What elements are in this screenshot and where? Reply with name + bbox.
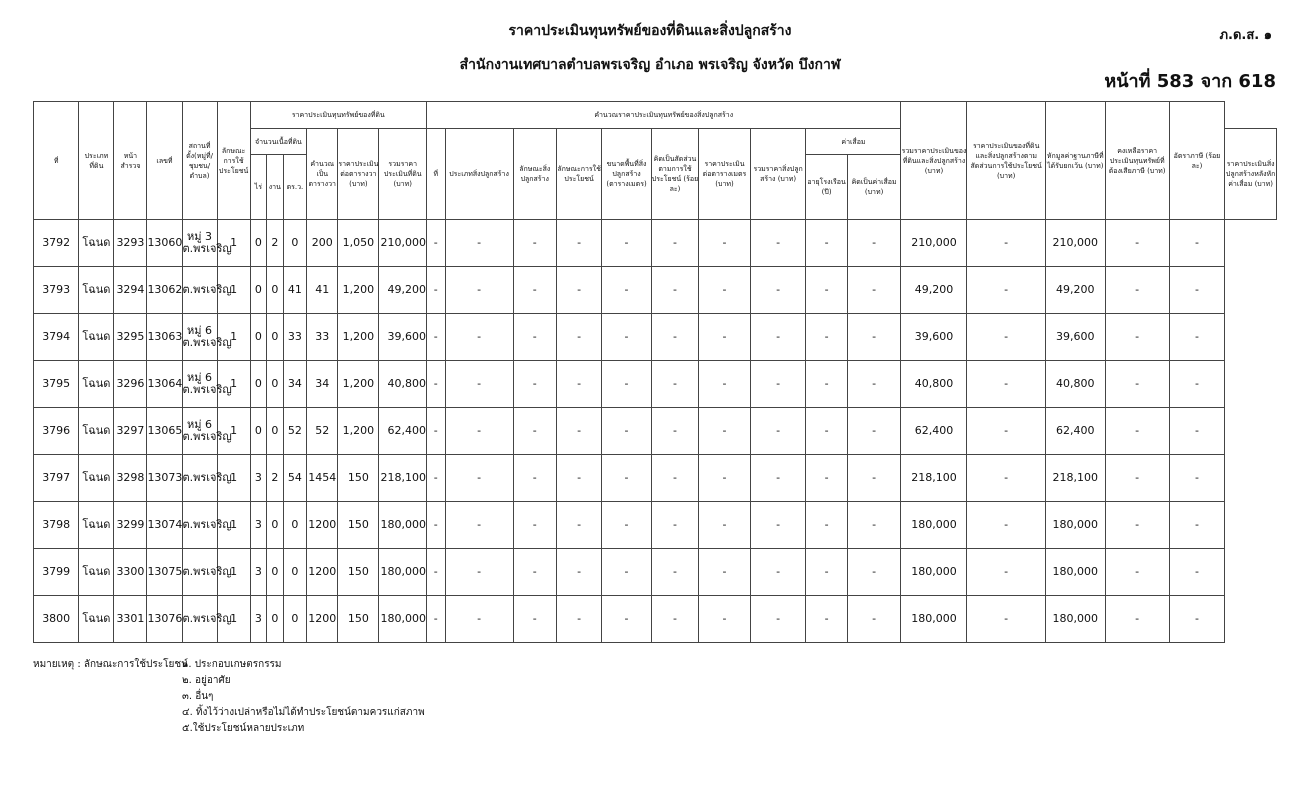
- note-item: ๕.ใช้ประโยชน์หลายประเภท: [182, 723, 305, 734]
- cell-location: ต.พรเจริญ: [182, 455, 217, 502]
- cell-land-total: 49,200: [379, 267, 427, 314]
- cell-building-empty: -: [445, 267, 513, 314]
- col-b-after-dep: ราคาประเมินสิ่งปลูกสร้างหลังหักค่าเสื่อม (บาท): [1225, 129, 1277, 220]
- cell-total-value: 40,800: [901, 361, 967, 408]
- cell-price-per-wah: 1,050: [338, 220, 379, 267]
- cell-remaining: -: [1105, 267, 1169, 314]
- cell-building-empty: -: [651, 220, 698, 267]
- cell-building-empty: -: [556, 408, 601, 455]
- cell-building-empty: -: [847, 502, 901, 549]
- cell-building-empty: -: [806, 361, 847, 408]
- cell-no: 3796: [34, 408, 79, 455]
- cell-wah: 0: [283, 549, 307, 596]
- col-no: ที่: [34, 102, 79, 220]
- cell-area-sqwah: 1454: [307, 455, 338, 502]
- cell-building-empty: -: [426, 314, 445, 361]
- cell-building-empty: -: [750, 408, 806, 455]
- cell-land-type: โฉนด: [79, 455, 114, 502]
- cell-price-per-wah: 150: [338, 549, 379, 596]
- cell-price-per-wah: 1,200: [338, 267, 379, 314]
- table-row: [34, 267, 1277, 314]
- cell-location: ต.พรเจริญ: [182, 502, 217, 549]
- cell-building-empty: -: [651, 267, 698, 314]
- cell-building-empty: -: [750, 314, 806, 361]
- cell-ngan: 0: [267, 549, 284, 596]
- cell-land-type: โฉนด: [79, 408, 114, 455]
- cell-wah: 41: [283, 267, 307, 314]
- cell-land-total: 62,400: [379, 408, 427, 455]
- cell-building-empty: -: [602, 502, 652, 549]
- cell-building-empty: -: [847, 220, 901, 267]
- cell-rai: 3: [250, 596, 267, 643]
- cell-total-value: 210,000: [901, 220, 967, 267]
- cell-building-empty: -: [426, 361, 445, 408]
- col-price-per-wah: ราคาประเมินต่อตารางวา (บาท): [338, 129, 379, 220]
- cell-survey-page: 3301: [114, 596, 147, 643]
- cell-ngan: 0: [267, 596, 284, 643]
- col-b-type: ประเภทสิ่งปลูกสร้าง: [445, 129, 513, 220]
- cell-ngan: 2: [267, 220, 284, 267]
- cell-land-total: 39,600: [379, 314, 427, 361]
- cell-price-per-wah: 150: [338, 455, 379, 502]
- cell-total-value: 180,000: [901, 502, 967, 549]
- cell-exemption: 180,000: [1045, 502, 1105, 549]
- cell-wah: 0: [283, 596, 307, 643]
- cell-building-empty: -: [699, 361, 751, 408]
- page-number: หน้าที่ 583 จาก 618: [1104, 71, 1276, 92]
- cell-exemption: 180,000: [1045, 596, 1105, 643]
- cell-no: 3794: [34, 314, 79, 361]
- cell-building-empty: -: [651, 502, 698, 549]
- table-row: [34, 314, 1277, 361]
- cell-ngan: 0: [267, 408, 284, 455]
- cell-tax-rate: -: [1169, 455, 1225, 502]
- cell-tax-rate: -: [1169, 502, 1225, 549]
- cell-wah: 52: [283, 408, 307, 455]
- cell-area-sqwah: 1200: [307, 549, 338, 596]
- cell-price-per-wah: 1,200: [338, 314, 379, 361]
- cell-price-per-wah: 1,200: [338, 361, 379, 408]
- col-ratio-value: ราคาประเมินของที่ดินและสิ่งปลูกสร้างตามสัดส่วนการใช้ประโยชน์ (บาท): [967, 102, 1045, 220]
- cell-remaining: -: [1105, 549, 1169, 596]
- col-tax-rate: อัตราภาษี (ร้อยละ): [1169, 102, 1225, 220]
- cell-rai: 3: [250, 455, 267, 502]
- cell-building-empty: -: [426, 220, 445, 267]
- cell-deed-no: 13062: [147, 267, 182, 314]
- cell-building-empty: -: [556, 361, 601, 408]
- table-row: [34, 408, 1277, 455]
- note-item: ๑. ประกอบเกษตรกรรม: [182, 659, 282, 670]
- cell-building-empty: -: [699, 455, 751, 502]
- cell-land-type: โฉนด: [79, 361, 114, 408]
- table-row: [34, 502, 1277, 549]
- cell-remaining: -: [1105, 596, 1169, 643]
- cell-building-empty: -: [750, 455, 806, 502]
- cell-building-empty: -: [445, 549, 513, 596]
- cell-building-empty: -: [426, 455, 445, 502]
- col-deed-no: เลขที่: [147, 102, 182, 220]
- col-remaining: คงเหลือราคาประเมินทุนทรัพย์ที่ต้องเสียภาษี (บาท): [1105, 102, 1169, 220]
- cell-building-empty: -: [651, 408, 698, 455]
- col-group-land: ราคาประเมินทุนทรัพย์ของที่ดิน: [250, 102, 426, 129]
- cell-deed-no: 13074: [147, 502, 182, 549]
- cell-land-type: โฉนด: [79, 549, 114, 596]
- cell-no: 3792: [34, 220, 79, 267]
- cell-no: 3797: [34, 455, 79, 502]
- cell-building-empty: -: [847, 549, 901, 596]
- cell-survey-page: 3293: [114, 220, 147, 267]
- cell-building-empty: -: [426, 267, 445, 314]
- cell-ratio-value: -: [967, 502, 1045, 549]
- cell-survey-page: 3299: [114, 502, 147, 549]
- cell-no: 3799: [34, 549, 79, 596]
- cell-location: หมู่ 6 ต.พรเจริญ: [182, 361, 217, 408]
- cell-survey-page: 3296: [114, 361, 147, 408]
- cell-exemption: 49,200: [1045, 267, 1105, 314]
- cell-tax-rate: -: [1169, 408, 1225, 455]
- cell-usage: 1: [217, 408, 250, 455]
- cell-building-empty: -: [426, 408, 445, 455]
- cell-building-empty: -: [513, 361, 556, 408]
- table-row: [34, 455, 1277, 502]
- col-group-area: จำนวนเนื้อที่ดิน: [250, 129, 307, 155]
- cell-wah: 0: [283, 502, 307, 549]
- cell-exemption: 210,000: [1045, 220, 1105, 267]
- note-label: หมายเหตุ : ลักษณะการใช้ประโยชน์: [33, 659, 188, 670]
- cell-building-empty: -: [806, 267, 847, 314]
- cell-land-type: โฉนด: [79, 314, 114, 361]
- col-group-depreciation: ค่าเสื่อม: [806, 129, 901, 155]
- cell-deed-no: 13073: [147, 455, 182, 502]
- cell-tax-rate: -: [1169, 267, 1225, 314]
- cell-building-empty: -: [602, 408, 652, 455]
- cell-building-empty: -: [426, 549, 445, 596]
- cell-building-empty: -: [602, 361, 652, 408]
- cell-survey-page: 3297: [114, 408, 147, 455]
- col-b-size: ขนาดพื้นที่สิ่งปลูกสร้าง (ตารางเมตร): [602, 129, 652, 220]
- cell-building-empty: -: [847, 455, 901, 502]
- col-exemption: หักมูลค่าฐานภาษีที่ได้รับยกเว้น (บาท): [1045, 102, 1105, 220]
- cell-land-type: โฉนด: [79, 502, 114, 549]
- cell-building-empty: -: [806, 549, 847, 596]
- cell-building-empty: -: [699, 267, 751, 314]
- cell-area-sqwah: 1200: [307, 502, 338, 549]
- cell-exemption: 39,600: [1045, 314, 1105, 361]
- cell-ratio-value: -: [967, 455, 1045, 502]
- cell-rai: 0: [250, 408, 267, 455]
- cell-area-sqwah: 1200: [307, 596, 338, 643]
- cell-building-empty: -: [651, 314, 698, 361]
- cell-building-empty: -: [556, 549, 601, 596]
- cell-building-empty: -: [806, 314, 847, 361]
- col-survey-page: หน้าสำรวจ: [114, 102, 147, 220]
- cell-building-empty: -: [750, 596, 806, 643]
- cell-ngan: 2: [267, 455, 284, 502]
- note-item: ๒. อยู่อาศัย: [182, 675, 231, 686]
- cell-area-sqwah: 33: [307, 314, 338, 361]
- cell-rai: 0: [250, 267, 267, 314]
- cell-building-empty: -: [806, 220, 847, 267]
- cell-building-empty: -: [513, 502, 556, 549]
- cell-price-per-wah: 150: [338, 502, 379, 549]
- col-b-ratio: คิดเป็นสัดส่วนตามการใช้ประโยชน์ (ร้อยละ): [651, 129, 698, 220]
- cell-building-empty: -: [556, 220, 601, 267]
- cell-tax-rate: -: [1169, 220, 1225, 267]
- cell-price-per-wah: 150: [338, 596, 379, 643]
- cell-land-total: 40,800: [379, 361, 427, 408]
- cell-building-empty: -: [445, 314, 513, 361]
- cell-rai: 0: [250, 220, 267, 267]
- cell-exemption: 40,800: [1045, 361, 1105, 408]
- cell-building-empty: -: [556, 314, 601, 361]
- col-group-building: คำนวณราคาประเมินทุนทรัพย์ของสิ่งปลูกสร้าง: [426, 102, 901, 129]
- col-dep-amount: คิดเป็นค่าเสื่อม (บาท): [847, 155, 901, 220]
- cell-building-empty: -: [847, 596, 901, 643]
- cell-usage: 1: [217, 502, 250, 549]
- cell-survey-page: 3300: [114, 549, 147, 596]
- cell-remaining: -: [1105, 361, 1169, 408]
- cell-building-empty: -: [806, 408, 847, 455]
- cell-building-empty: -: [847, 361, 901, 408]
- cell-building-empty: -: [556, 502, 601, 549]
- cell-building-empty: -: [445, 502, 513, 549]
- cell-land-total: 180,000: [379, 549, 427, 596]
- page-subtitle: สำนักงานเทศบาลตำบลพรเจริญ อำเภอ พรเจริญ จังหวัด บึงกาฬ: [459, 57, 841, 73]
- cell-building-empty: -: [847, 408, 901, 455]
- table-row: [34, 361, 1277, 408]
- cell-ratio-value: -: [967, 314, 1045, 361]
- cell-area-sqwah: 34: [307, 361, 338, 408]
- cell-wah: 0: [283, 220, 307, 267]
- cell-usage: 1: [217, 361, 250, 408]
- cell-building-empty: -: [699, 549, 751, 596]
- cell-building-empty: -: [806, 596, 847, 643]
- cell-deed-no: 13060: [147, 220, 182, 267]
- cell-building-empty: -: [750, 502, 806, 549]
- cell-building-empty: -: [513, 596, 556, 643]
- cell-no: 3795: [34, 361, 79, 408]
- cell-building-empty: -: [602, 549, 652, 596]
- cell-price-per-wah: 1,200: [338, 408, 379, 455]
- cell-building-empty: -: [445, 408, 513, 455]
- cell-ngan: 0: [267, 314, 284, 361]
- col-location: สถานที่ตั้ง(หมู่ที่/ชุมชน/ตำบล): [182, 102, 217, 220]
- cell-usage: 1: [217, 455, 250, 502]
- cell-ratio-value: -: [967, 549, 1045, 596]
- col-wah: ตร.ว.: [283, 155, 307, 220]
- cell-rai: 3: [250, 549, 267, 596]
- cell-survey-page: 3294: [114, 267, 147, 314]
- cell-building-empty: -: [426, 502, 445, 549]
- cell-remaining: -: [1105, 455, 1169, 502]
- cell-land-total: 210,000: [379, 220, 427, 267]
- cell-building-empty: -: [602, 267, 652, 314]
- cell-remaining: -: [1105, 502, 1169, 549]
- cell-deed-no: 13075: [147, 549, 182, 596]
- cell-usage: 1: [217, 549, 250, 596]
- cell-deed-no: 13076: [147, 596, 182, 643]
- cell-ratio-value: -: [967, 361, 1045, 408]
- cell-building-empty: -: [602, 220, 652, 267]
- cell-building-empty: -: [426, 596, 445, 643]
- cell-land-type: โฉนด: [79, 220, 114, 267]
- cell-building-empty: -: [699, 408, 751, 455]
- cell-wah: 54: [283, 455, 307, 502]
- cell-land-type: โฉนด: [79, 596, 114, 643]
- cell-building-empty: -: [750, 220, 806, 267]
- cell-usage: 1: [217, 220, 250, 267]
- cell-rai: 0: [250, 361, 267, 408]
- cell-building-empty: -: [651, 361, 698, 408]
- note-item: ๓. อื่นๆ: [182, 691, 214, 702]
- cell-total-value: 180,000: [901, 596, 967, 643]
- cell-tax-rate: -: [1169, 314, 1225, 361]
- cell-building-empty: -: [513, 549, 556, 596]
- cell-building-empty: -: [847, 314, 901, 361]
- cell-building-empty: -: [847, 267, 901, 314]
- table-row: [34, 596, 1277, 643]
- cell-remaining: -: [1105, 408, 1169, 455]
- cell-building-empty: -: [806, 455, 847, 502]
- cell-building-empty: -: [445, 220, 513, 267]
- cell-location: ต.พรเจริญ: [182, 596, 217, 643]
- cell-exemption: 62,400: [1045, 408, 1105, 455]
- cell-usage: 1: [217, 267, 250, 314]
- cell-building-empty: -: [513, 408, 556, 455]
- cell-ratio-value: -: [967, 220, 1045, 267]
- cell-building-empty: -: [513, 455, 556, 502]
- cell-building-empty: -: [445, 596, 513, 643]
- cell-total-value: 39,600: [901, 314, 967, 361]
- cell-building-empty: -: [699, 502, 751, 549]
- cell-no: 3793: [34, 267, 79, 314]
- col-b-no: ที่: [426, 129, 445, 220]
- col-b-price: ราคาประเมินต่อตารางเมตร (บาท): [699, 129, 751, 220]
- cell-building-empty: -: [445, 361, 513, 408]
- col-land-total: รวมราคาประเมินที่ดิน (บาท): [379, 129, 427, 220]
- cell-building-empty: -: [651, 596, 698, 643]
- note-item: ๔. ทิ้งไว้ว่างเปล่าหรือไม่ได้ทำประโยชน์ตามควรแก่สภาพ: [182, 707, 425, 718]
- cell-building-empty: -: [651, 549, 698, 596]
- cell-tax-rate: -: [1169, 361, 1225, 408]
- cell-rai: 0: [250, 314, 267, 361]
- cell-ngan: 0: [267, 267, 284, 314]
- col-ngan: งาน: [267, 155, 284, 220]
- cell-building-empty: -: [651, 455, 698, 502]
- cell-survey-page: 3298: [114, 455, 147, 502]
- cell-location: หมู่ 6 ต.พรเจริญ: [182, 314, 217, 361]
- cell-total-value: 218,100: [901, 455, 967, 502]
- cell-location: หมู่ 6 ต.พรเจริญ: [182, 408, 217, 455]
- cell-ratio-value: -: [967, 408, 1045, 455]
- cell-building-empty: -: [750, 549, 806, 596]
- cell-building-empty: -: [602, 596, 652, 643]
- cell-usage: 1: [217, 596, 250, 643]
- cell-ratio-value: -: [967, 596, 1045, 643]
- cell-building-empty: -: [699, 314, 751, 361]
- cell-building-empty: -: [750, 267, 806, 314]
- cell-total-value: 62,400: [901, 408, 967, 455]
- cell-area-sqwah: 41: [307, 267, 338, 314]
- cell-exemption: 218,100: [1045, 455, 1105, 502]
- cell-ratio-value: -: [967, 267, 1045, 314]
- form-code: ภ.ด.ส. ๑: [1219, 28, 1272, 43]
- cell-total-value: 180,000: [901, 549, 967, 596]
- cell-wah: 33: [283, 314, 307, 361]
- cell-land-total: 180,000: [379, 502, 427, 549]
- cell-survey-page: 3295: [114, 314, 147, 361]
- col-b-kind: ลักษณะสิ่งปลูกสร้าง: [513, 129, 556, 220]
- col-area-sqwah: คำนวณเป็นตารางวา: [307, 129, 338, 220]
- cell-building-empty: -: [445, 455, 513, 502]
- cell-building-empty: -: [556, 596, 601, 643]
- cell-tax-rate: -: [1169, 549, 1225, 596]
- cell-land-total: 180,000: [379, 596, 427, 643]
- col-b-total: รวมราคาสิ่งปลูกสร้าง (บาท): [750, 129, 806, 220]
- cell-building-empty: -: [602, 314, 652, 361]
- cell-building-empty: -: [806, 502, 847, 549]
- cell-building-empty: -: [602, 455, 652, 502]
- cell-building-empty: -: [750, 361, 806, 408]
- cell-deed-no: 13064: [147, 361, 182, 408]
- col-land-type: ประเภทที่ดิน: [79, 102, 114, 220]
- cell-remaining: -: [1105, 314, 1169, 361]
- table-body: [34, 220, 1277, 643]
- page-title: ราคาประเมินทุนทรัพย์ของที่ดินและสิ่งปลูกสร้าง: [508, 23, 792, 39]
- col-total-value: รวมราคาประเมินของที่ดินและสิ่งปลูกสร้าง (บาท): [901, 102, 967, 220]
- cell-building-empty: -: [513, 314, 556, 361]
- cell-no: 3798: [34, 502, 79, 549]
- col-usage: ลักษณะการใช้ประโยชน์: [217, 102, 250, 220]
- cell-building-empty: -: [556, 267, 601, 314]
- cell-building-empty: -: [513, 267, 556, 314]
- cell-usage: 1: [217, 314, 250, 361]
- col-b-usage: ลักษณะการใช้ประโยชน์: [556, 129, 601, 220]
- cell-location: หมู่ 3 ต.พรเจริญ: [182, 220, 217, 267]
- cell-area-sqwah: 52: [307, 408, 338, 455]
- cell-location: ต.พรเจริญ: [182, 549, 217, 596]
- cell-deed-no: 13065: [147, 408, 182, 455]
- cell-deed-no: 13063: [147, 314, 182, 361]
- cell-land-type: โฉนด: [79, 267, 114, 314]
- col-rai: ไร่: [250, 155, 267, 220]
- cell-remaining: -: [1105, 220, 1169, 267]
- cell-ngan: 0: [267, 502, 284, 549]
- cell-tax-rate: -: [1169, 596, 1225, 643]
- cell-location: ต.พรเจริญ: [182, 267, 217, 314]
- cell-rai: 3: [250, 502, 267, 549]
- table-row: [34, 220, 1277, 267]
- col-dep-age: อายุโรงเรือน (ปี): [806, 155, 847, 220]
- assessment-table: [33, 101, 1277, 643]
- cell-exemption: 180,000: [1045, 549, 1105, 596]
- cell-building-empty: -: [699, 596, 751, 643]
- cell-total-value: 49,200: [901, 267, 967, 314]
- cell-land-total: 218,100: [379, 455, 427, 502]
- cell-building-empty: -: [699, 220, 751, 267]
- cell-building-empty: -: [556, 455, 601, 502]
- note-items: [182, 657, 425, 737]
- cell-building-empty: -: [513, 220, 556, 267]
- cell-area-sqwah: 200: [307, 220, 338, 267]
- cell-ngan: 0: [267, 361, 284, 408]
- table-row: [34, 549, 1277, 596]
- cell-no: 3800: [34, 596, 79, 643]
- cell-wah: 34: [283, 361, 307, 408]
